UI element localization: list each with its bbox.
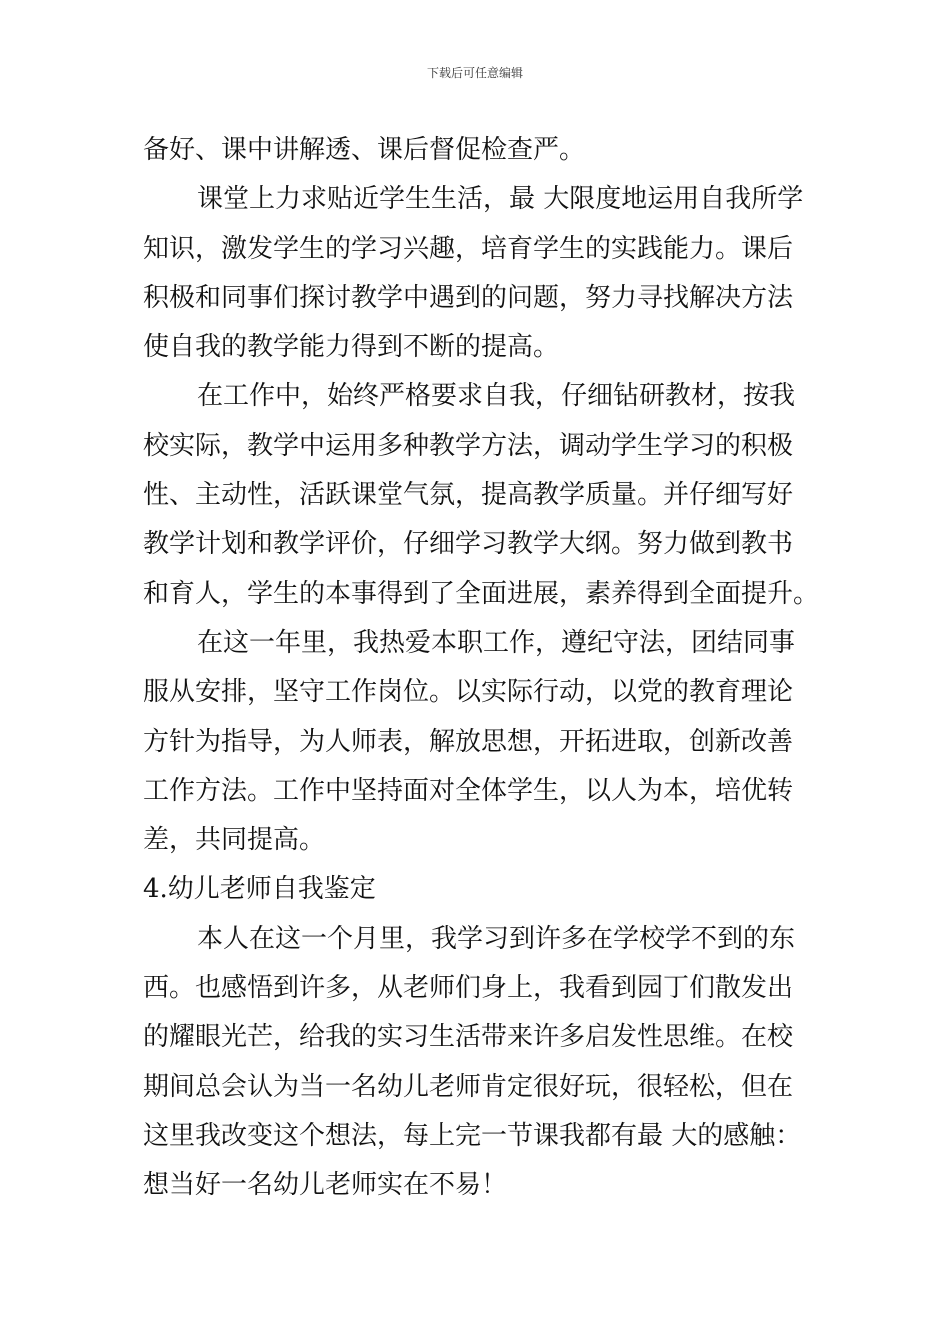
text-line: 积极和同事们探讨教学中遇到的问题，努力寻找解决方法	[143, 282, 794, 313]
text-line: 备好、课中讲解透、课后督促检查严。	[143, 135, 586, 165]
text-line: 差，共同提高。	[143, 825, 326, 856]
text-line: 服从安排，坚守工作岗位。以实际行动，以党的教育理论	[143, 677, 794, 708]
document-body	[143, 126, 820, 1211]
text-line: 工作方法。工作中坚持面对全体学生，以人为本，培优转	[143, 775, 794, 806]
text-line: 使自我的教学能力得到不断的提高。	[143, 332, 560, 363]
text-line: 这里我改变这个想法，每上完一节课我都有最 大的感触：	[143, 1120, 802, 1151]
text-line: 西。也感悟到许多，从老师们身上，我看到园丁们散发出	[143, 973, 794, 1004]
text-line: 方针为指导，为人师表，解放思想，开拓进取，创新改善	[143, 726, 794, 757]
paragraph-first-line: 在工作中，始终严格要求自我，仔细钻研教材，按我	[197, 381, 796, 412]
paragraph-first-line: 课堂上力求贴近学生生活，最 大限度地运用自我所学	[197, 184, 804, 215]
section-heading: 4.幼儿老师自我鉴定	[143, 874, 376, 905]
text-line: 的耀眼光芒，给我的实习生活带来许多启发性思维。在校	[143, 1022, 794, 1053]
text-line: 性、主动性，活跃课堂气氛，提高教学质量。并仔细写好	[143, 480, 794, 511]
text-line: 校实际，教学中运用多种教学方法，调动学生学习的积极	[143, 430, 794, 461]
text-line: 教学计划和教学评价，仔细学习教学大纲。努力做到教书	[143, 529, 794, 560]
text-line: 和育人，学生的本事得到了全面进展，素养得到全面提升。	[143, 578, 820, 609]
text-line: 期间总会认为当一名幼儿老师肯定很好玩，很轻松，但在	[143, 1071, 794, 1102]
text-line: 想当好一名幼儿老师实在不易！	[143, 1170, 508, 1201]
paragraph-first-line: 在这一年里，我热爱本职工作，遵纪守法，团结同事	[197, 627, 796, 658]
paragraph-first-line: 本人在这一个月里，我学习到许多在学校学不到的东	[197, 923, 796, 954]
page-header: 下载后可任意编辑	[426, 66, 523, 80]
text-line: 知识，激发学生的学习兴趣，培育学生的实践能力。课后	[143, 233, 794, 264]
